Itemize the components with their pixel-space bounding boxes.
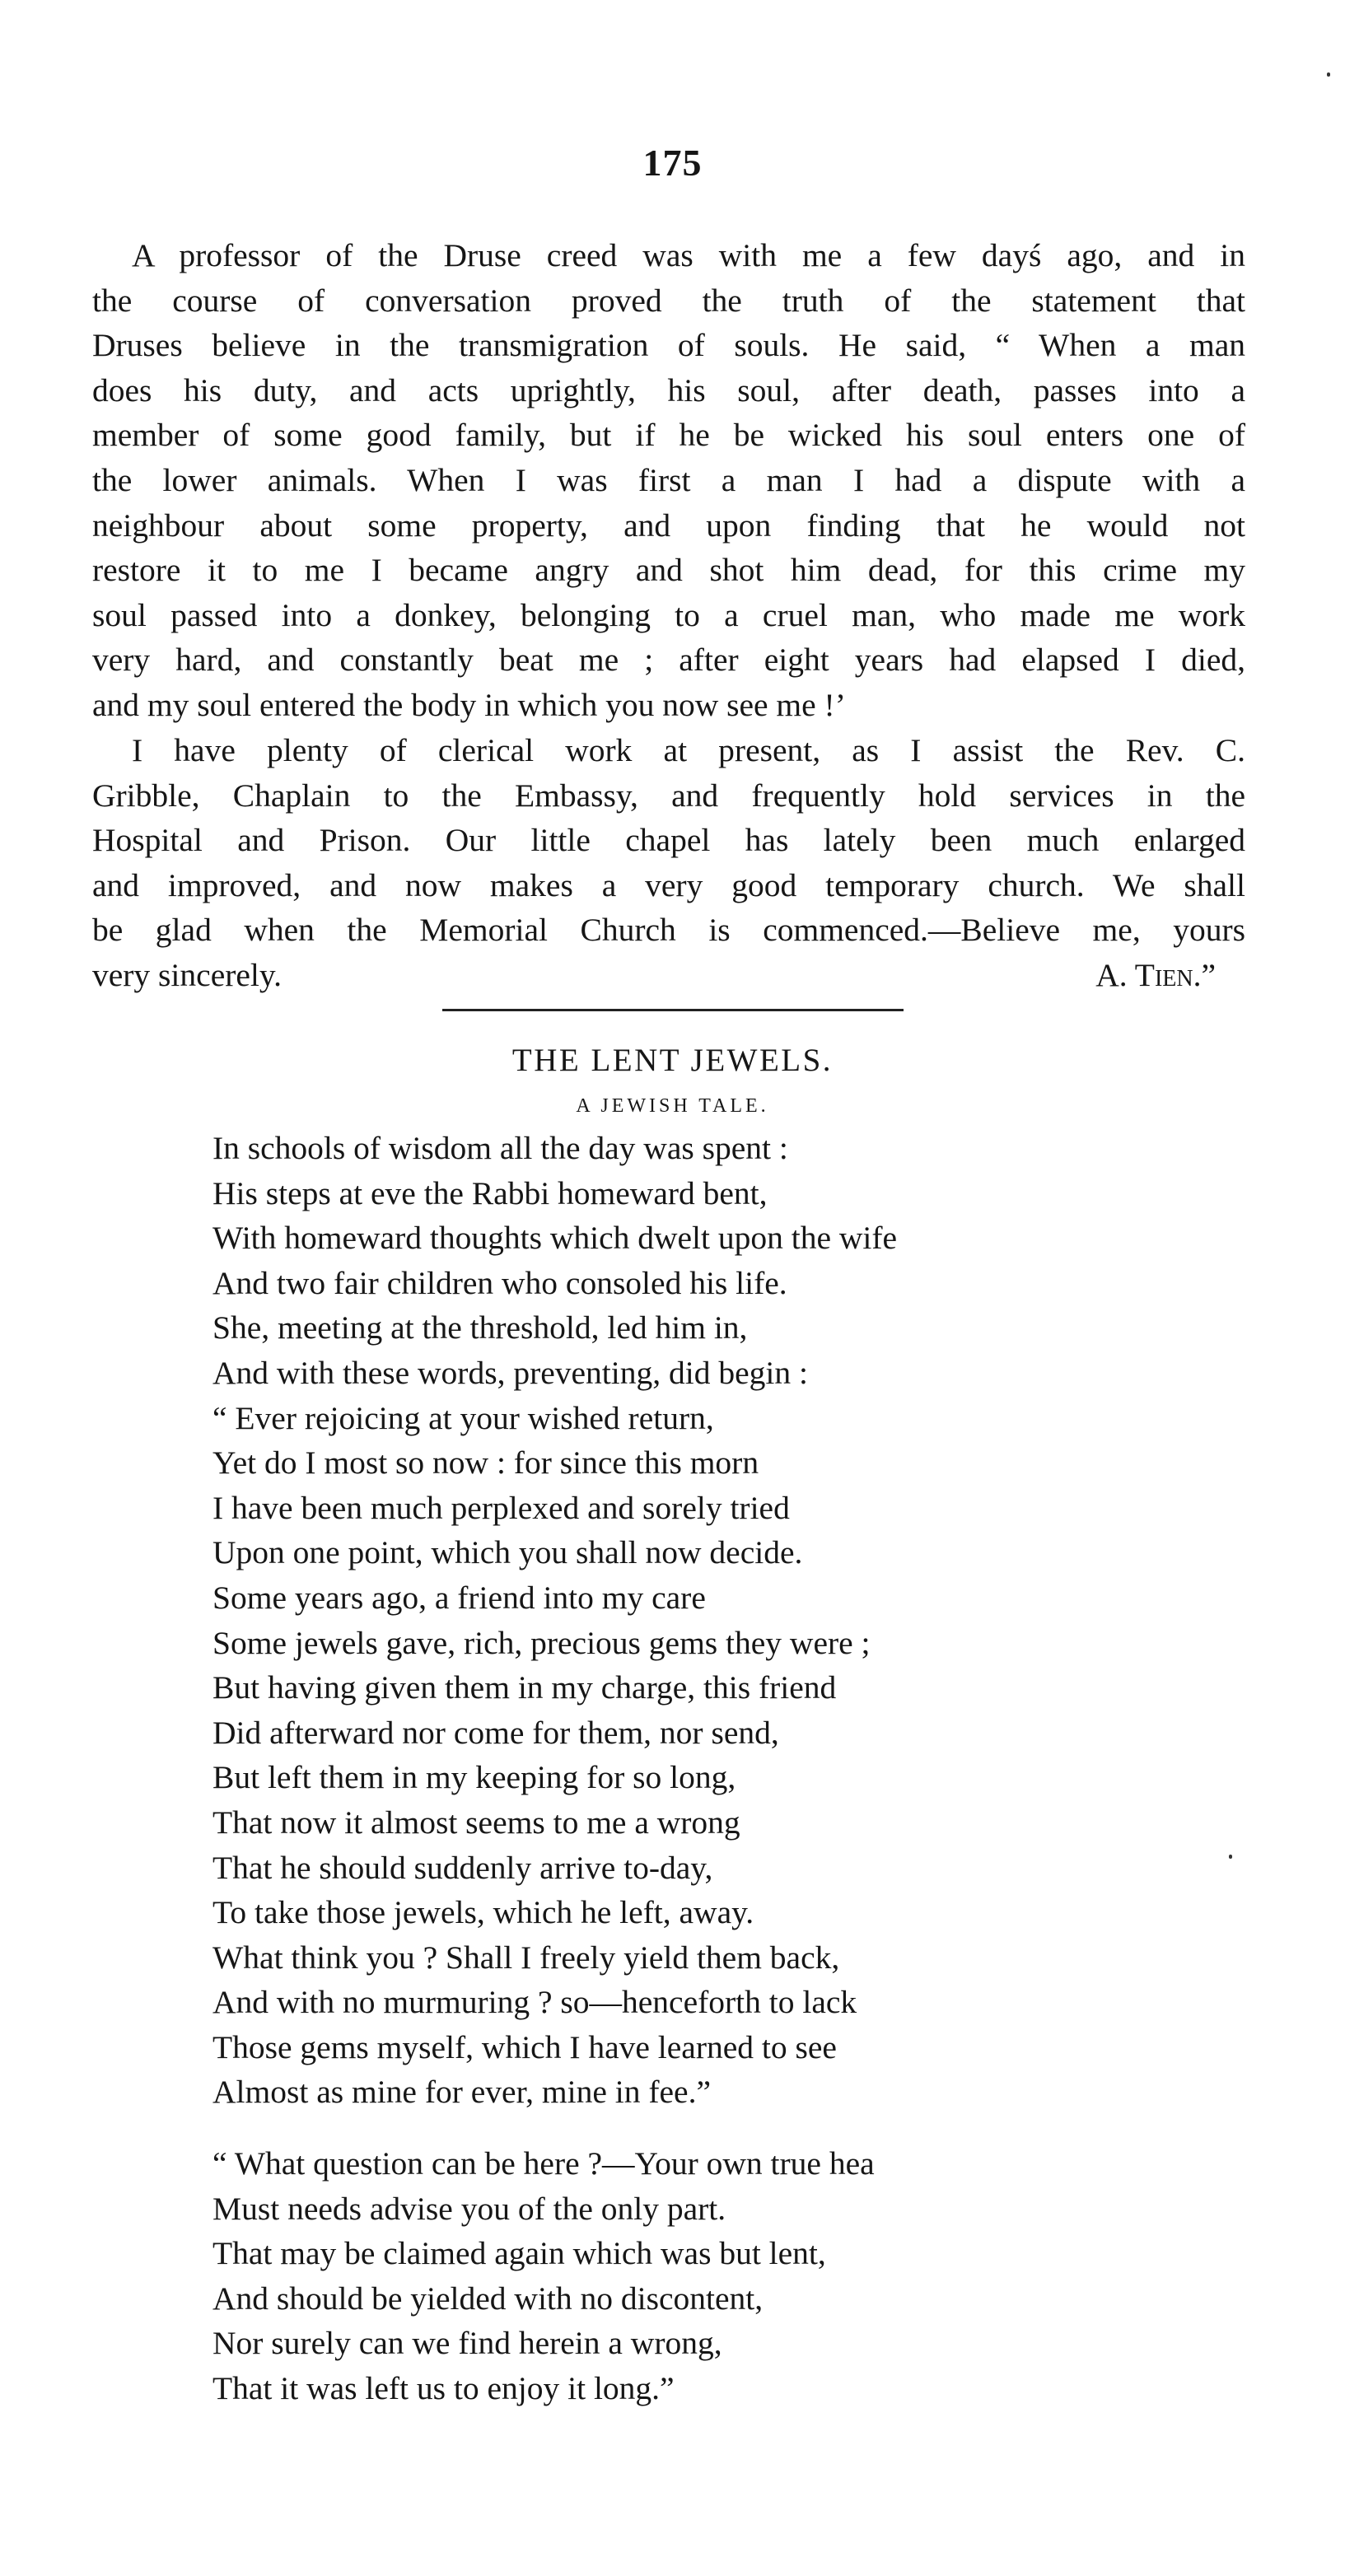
text-line: be glad when the Memorial Church is commenced.—Believe me, yours [92,912,1245,949]
verse-line: Must needs advise you of the only part. [212,2190,726,2227]
poem-subtitle: A JEWISH TALE. [576,1095,769,1117]
verse-line: I have been much perplexed and sorely tried [212,1489,790,1526]
verse-line: Almost as mine for ever, mine in fee.” [212,2074,711,2111]
verse-line: And should be yielded with no discontent, [212,2280,764,2317]
verse-line: Those gems myself, which I have learned to see [212,2028,837,2065]
poem-stanza-2 [212,2141,1118,2411]
verse-line: Nor surely can we find herein a wrong, [212,2325,722,2362]
scan-speck [1327,72,1330,77]
signature: A. Tien.” [1095,956,1216,993]
verse-line: In schools of wisdom all the day was spent : [212,1130,788,1166]
verse-line: And two fair children who consoled his life. [212,1264,787,1301]
verse-line: With homeward thoughts which dwelt upon the wife [212,1220,898,1257]
verse-line: Some jewels gave, rich, precious gems they were ; [212,1624,871,1661]
scan-speck [1229,1855,1232,1859]
verse-line: To take those jewels, which he left, away. [212,1894,754,1931]
verse-line: “ Ever rejoicing at your wished return, [212,1399,714,1436]
verse-line: Did afterward nor come for them, nor send, [212,1714,779,1751]
closing-text: very sincerely. [92,956,282,993]
poem-title: THE LENT JEWELS. [511,1043,834,1078]
verse-line: But having given them in my charge, this friend [212,1669,837,1706]
closing-line [92,953,1245,998]
letter-paragraph-1 [92,233,1245,728]
text-line: Druses believe in the transmigration of souls. He said, “ When a man [92,327,1245,364]
text-line: and improved, and now makes a very good temporary church. We shall [92,866,1245,903]
text-line: and my soul entered the body in which you now see me !’ [92,686,846,723]
verse-line: But left them in my keeping for so long, [212,1759,736,1796]
text-line: A professor of the Druse creed was with me a few dayś ago, and in [132,237,1245,273]
verse-line: And with no murmuring ? so—henceforth to lack [212,1984,857,2021]
verse-line: Upon one point, which you shall now decide. [212,1534,803,1571]
text-line: member of some good family, but if he be wicked his soul enters one of [92,417,1245,454]
text-line: soul passed into a donkey, belonging to a cruel man, who made me work [92,596,1245,633]
text-line: very hard, and constantly beat me ; after eight years had elapsed I died, [92,642,1245,679]
text-line: I have plenty of clerical work at present, as I assist the Rev. C. [132,732,1245,768]
text-line: Gribble, Chaplain to the Embassy, and frequently hold services in the [92,777,1245,814]
verse-line: That it was left us to enjoy it long.” [212,2369,675,2406]
verse-line: What think you ? Shall I freely yield them back, [212,1939,840,1976]
verse-line: “ What question can be here ?—Your own true hea [212,2145,875,2182]
verse-line: That he should suddenly arrive to-day, [212,1849,713,1886]
text-line: Hospital and Prison. Our little chapel has lately been much enlarged [92,822,1245,859]
text-line: neighbour about some property, and upon finding that he would not [92,506,1245,544]
poem-stanza-1 [212,1126,1118,2115]
text-line: does his duty, and acts uprightly, his soul, after death, passes into a [92,371,1245,408]
text-line: restore it to me I became angry and shot him dead, for this crime my [92,552,1245,589]
text-line: the lower animals. When I was first a man I had a dispute with a [92,461,1245,498]
verse-line: His steps at eve the Rabbi homeward bent, [212,1174,768,1211]
page-number: 175 [642,142,703,184]
verse-line: Yet do I most so now : for since this morn [212,1444,759,1482]
section-divider [442,1009,904,1011]
verse-line: She, meeting at the threshold, led him in, [212,1309,748,1346]
letter-paragraph-2 [92,728,1245,998]
verse-line: And with these words, preventing, did begin : [212,1354,808,1391]
verse-line: That now it almost seems to me a wrong [212,1804,740,1841]
verse-line: Some years ago, a friend into my care [212,1579,706,1616]
text-line: the course of conversation proved the truth of the statement that [92,282,1245,319]
verse-line: That may be claimed again which was but lent, [212,2235,826,2272]
